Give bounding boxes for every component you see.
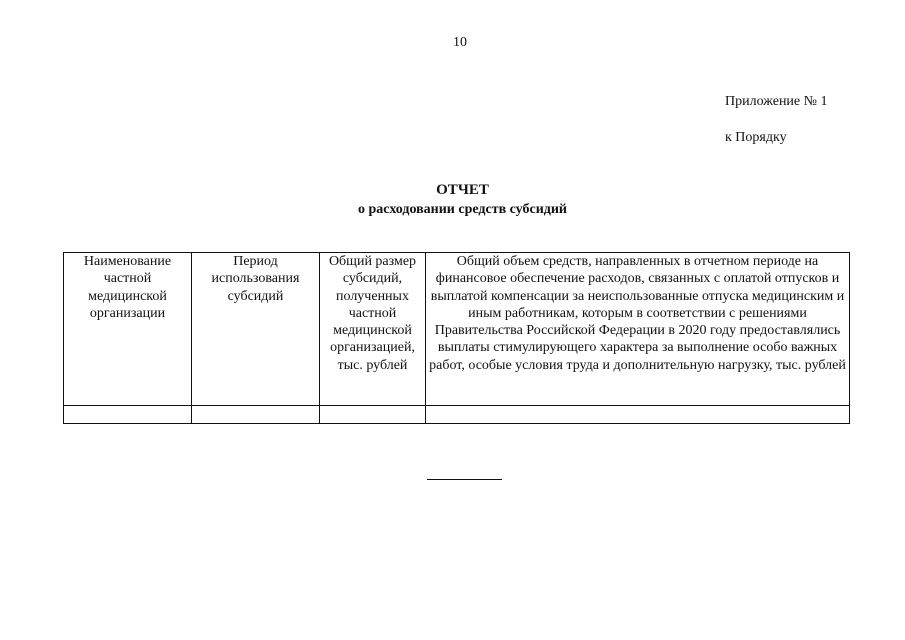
closing-rule (427, 479, 502, 480)
table-cell (64, 406, 192, 424)
table-row (64, 406, 850, 424)
page-number: 10 (453, 35, 467, 50)
report-subtitle: о расходовании средств субсидий (358, 202, 567, 217)
appendix-reference: к Порядку (725, 130, 787, 145)
report-table (63, 252, 850, 424)
table-cell (192, 406, 320, 424)
column-header-period: Период использования субсидий (192, 253, 320, 406)
column-header-organization: Наименование частной медицинской организации (64, 253, 192, 406)
table-cell (426, 406, 850, 424)
report-title: ОТЧЕТ (436, 182, 489, 198)
table-header-row (64, 253, 850, 406)
column-header-expenses: Общий объем средств, направленных в отчетном периоде на финансовое обеспечение расходов, связанных с оплатой отпусков и выплатой компенсации за неиспользованные отпуска медицинским и иным работникам, которым в соответствии с решениями Правительства Российской Федерации в 2020 году предоставлялись выплаты стимулирующего характера за выполнение особо важных работ, особые условия труда и дополнительную нагрузку, тыс. рублей (426, 253, 850, 406)
column-header-subsidy-amount: Общий размер субсидий, полученных частной медицинской организацией, тыс. рублей (320, 253, 426, 406)
appendix-label: Приложение № 1 (725, 94, 828, 109)
table-cell (320, 406, 426, 424)
